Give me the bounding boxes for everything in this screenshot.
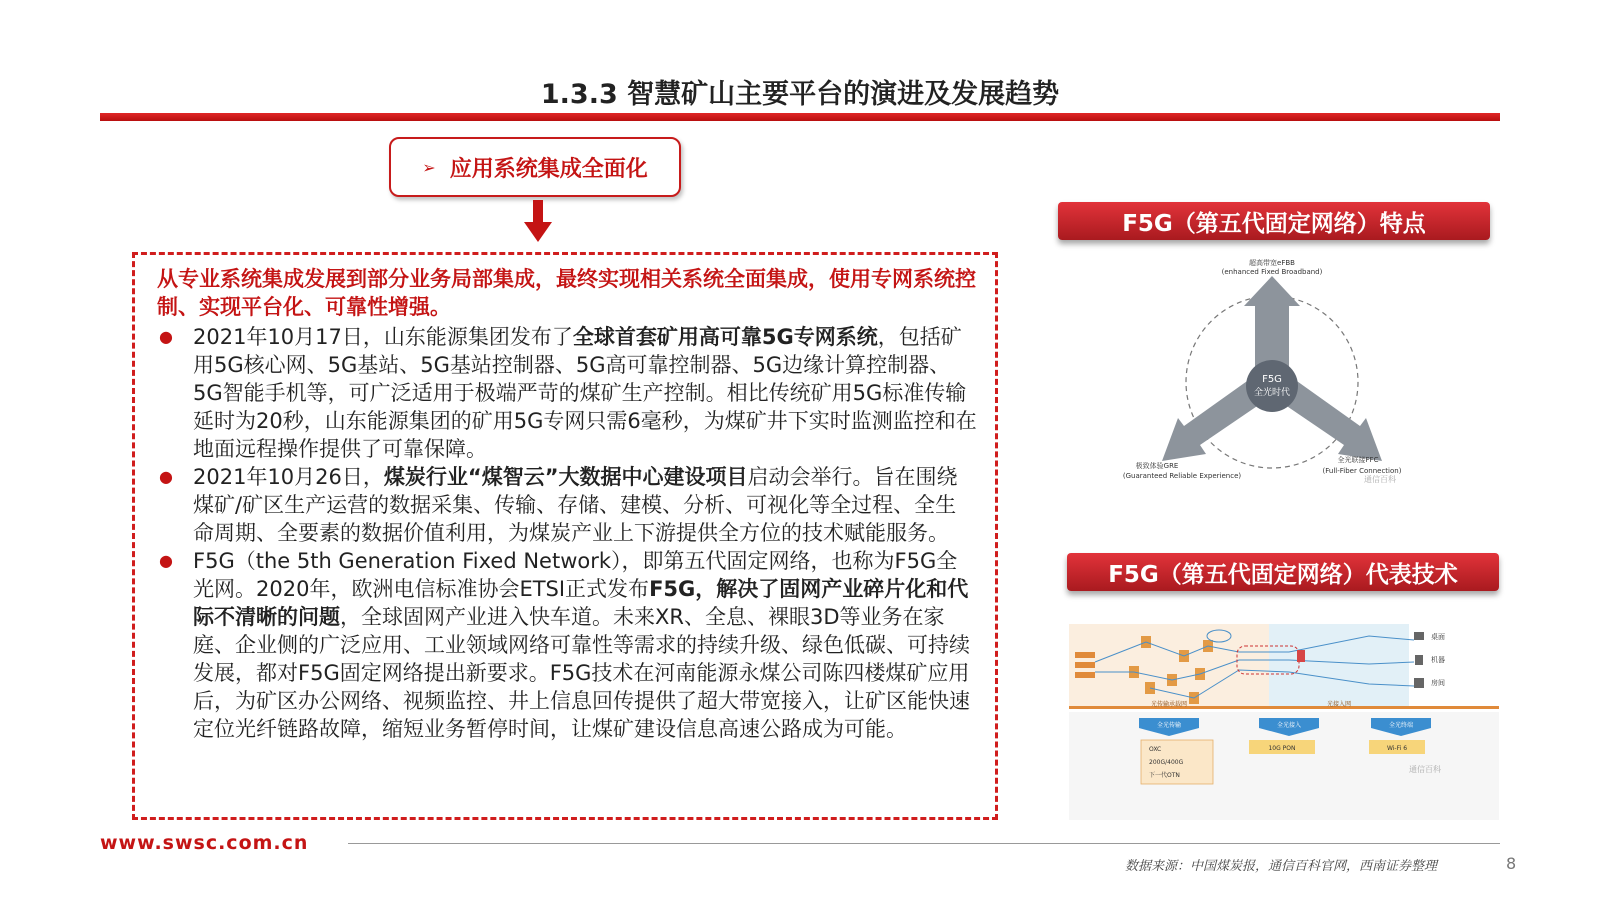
olt-device-icon	[1297, 650, 1305, 662]
center-label-2: 全光时代	[1253, 388, 1291, 398]
right-label-cn: 全光联接FFC	[1337, 456, 1379, 464]
bullet-3-highlight: F5G，解决了固网产业碎片化和代际不清晰的问题	[193, 577, 969, 629]
footer-url: www.swsc.com.cn	[100, 832, 309, 854]
f5g-tech-header: F5G（第五代固定网络）代表技术	[1067, 553, 1499, 591]
title-underline-bar	[100, 113, 1500, 121]
bullet-item-1	[157, 323, 977, 463]
tech-next-otn: 下一代OTN	[1149, 772, 1180, 779]
page-title: 1.3.3 智慧矿山主要平台的演进及发展趋势	[540, 79, 1060, 110]
bullet-1-text: 2021年10月17日，山东能源集团发布了	[193, 325, 573, 349]
bullet-2-text: 2021年10月26日，	[193, 465, 384, 489]
bullet-1-highlight: 全球首套矿用高可靠5G专网系统	[572, 325, 878, 349]
transport-area	[1069, 624, 1269, 706]
building-icons	[1075, 652, 1095, 678]
footer-line	[348, 843, 1500, 844]
tag-terminal-label: 全光终端	[1388, 722, 1414, 729]
bullet-item-3	[157, 547, 977, 743]
bullet-3-rest: ，全球固网产业进入快车道。未来XR、全息、裸眼3D等业务在家庭、企业侧的广泛应用、工业领域网络可靠性等需求的持续升级、绿色低碳、可持续发展，都对F5G固定网络提出新要求。F5G技术在河南能源永煤公司陈四楼煤矿应用后，为矿区办公网络、视频监控、井上信息回传提供了超大带宽接入，让矿区能快速定位光纤链路故障，缩短业务暂停时间，让煤矿建设信息高速公路成为可能。	[193, 605, 970, 741]
f5g-tech-diagram	[1069, 614, 1499, 820]
bullet-1-rest: ，包括矿用5G核心网、5G基站、5G基站控制器、5G高可靠控制器、5G边缘计算控制器、5G智能手机等，可广泛适用于极端严苛的煤矿生产控制。相比传统矿用5G标准传输延时为20秒，山东能源集团的矿用5G专网只需6毫秒，为煤矿井下实时监测监控和在地面远程操作提供了可靠保障。	[193, 325, 977, 461]
center-label-1: F5G	[1262, 374, 1282, 385]
device-label-room: 房间	[1431, 679, 1445, 687]
device-label-machine: 机器	[1431, 656, 1445, 664]
down-arrow-icon	[524, 200, 552, 242]
arrow-right-icon: ➢	[422, 157, 436, 177]
tech-wifi6: Wi-Fi 6	[1386, 745, 1408, 752]
robot-icon	[1415, 655, 1423, 665]
segment-label-access: 光接入网	[1326, 701, 1352, 708]
tag-transport-label: 全光传输	[1156, 722, 1182, 729]
segment-label-transport: 光传输承载网	[1150, 701, 1188, 708]
bullet-2-rest: 启动会举行。旨在围绕煤矿/矿区生产运营的数据采集、传输、存储、建模、分析、可视化等全过程、全生命周期、全要素的数据价值利用，为煤炭产业上下游提供全方位的技术赋能服务。	[193, 465, 958, 545]
desktop-icon	[1414, 632, 1424, 640]
content-box	[132, 252, 998, 820]
right-label-en: (Full-Fiber Connection)	[1322, 467, 1402, 475]
intro-text: 从专业系统集成发展到部分业务局部集成，最终实现相关系统全面集成，使用专网系统控制、实现平台化、可靠性增强。	[157, 267, 976, 319]
top-label-cn: 超高带宽eFBB	[1249, 259, 1295, 267]
section-heading-box	[389, 137, 681, 197]
divider-bar	[1069, 706, 1499, 709]
left-label-en: (Guaranteed Reliable Experience)	[1122, 472, 1242, 480]
tech-200g-400g: 200G/400G	[1149, 759, 1184, 766]
section-heading-label: 应用系统集成全面化	[449, 156, 648, 182]
f5g-features-header: F5G（第五代固定网络）特点	[1058, 202, 1490, 240]
access-area	[1269, 624, 1409, 706]
device-label-desktop: 桌面	[1431, 633, 1445, 641]
page-number: 8	[1506, 854, 1517, 873]
center-circle	[1246, 360, 1298, 412]
bullet-2-highlight: 煤炭行业“煤智云”大数据中心建设项目	[383, 465, 748, 489]
watermark-text: 通信百科	[1364, 475, 1396, 484]
tech-oxc: OXC	[1149, 746, 1162, 753]
left-label-cn: 极致体验GRE	[1135, 462, 1179, 470]
top-label-en: (enhanced Fixed Broadband)	[1221, 268, 1323, 276]
watermark-text-2: 通信百科	[1409, 765, 1441, 774]
tag-access-label: 全光接入	[1276, 722, 1302, 729]
data-source: 数据来源：中国煤炭报，通信百科官网，西南证券整理	[1125, 859, 1438, 874]
f5g-features-diagram	[1112, 256, 1432, 496]
bullet-3-text: F5G（the 5th Generation Fixed Network），即第五代固定网络，也称为F5G全光网。2020年，欧洲电信标准协会ETSI正式发布	[193, 549, 958, 601]
tech-10g-pon: 10G PON	[1268, 745, 1296, 752]
bullet-item-2	[157, 463, 977, 547]
room-icon	[1414, 678, 1424, 688]
